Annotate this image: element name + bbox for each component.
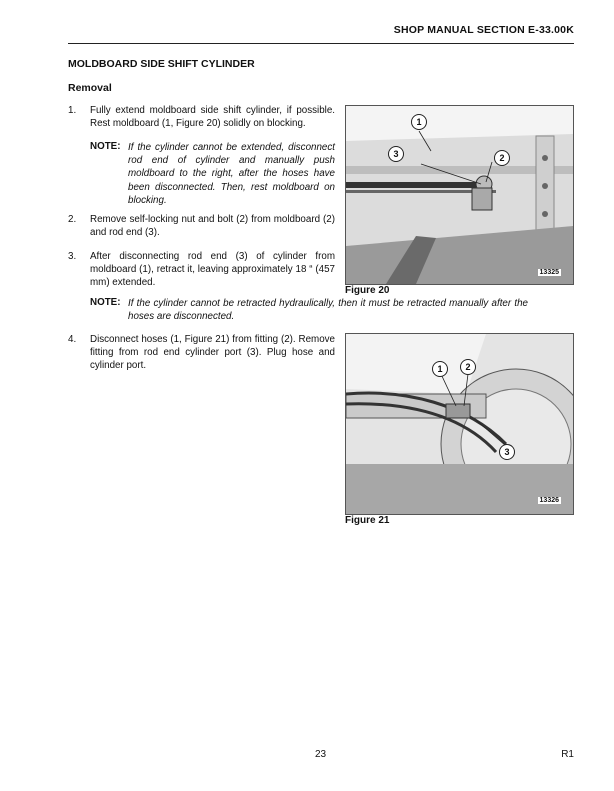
figure-21-caption: Figure 21 xyxy=(345,515,390,526)
note-1-text: If the cylinder cannot be extended, disconnect rod end of cylinder and manually push moldboard to the right, after the hoses have been disconnected. Then, rest moldboard on blocking. xyxy=(128,142,335,206)
step-4-number: 4. xyxy=(68,334,77,345)
step-3-text: After disconnecting rod end (3) of cylinder from moldboard (1), retract it, leaving approximately 18 “ (457 mm) extended. xyxy=(90,251,335,289)
note-2 xyxy=(90,297,570,325)
figure-21-callout-2: 2 xyxy=(460,359,476,375)
figure-20-callout-3: 3 xyxy=(388,146,404,162)
page-header-title: SHOP MANUAL SECTION E-33.00K xyxy=(393,24,574,36)
page-number: 23 xyxy=(315,749,327,760)
figure-20-caption: Figure 20 xyxy=(345,285,390,296)
figure-20-photo xyxy=(346,106,573,284)
figure-20-number: 13325 xyxy=(539,269,559,276)
step-2-text: Remove self-locking nut and bolt (2) from moldboard (2) and rod end (3). xyxy=(90,214,335,239)
figure-21-callout-1: 1 xyxy=(432,361,448,377)
figure-20-callout-1: 1 xyxy=(411,114,427,130)
figure-20-callout-2: 2 xyxy=(494,150,510,166)
header-rule xyxy=(68,43,574,44)
step-3-number: 3. xyxy=(68,251,77,262)
revision-label: R1 xyxy=(561,749,574,760)
step-4-text: Disconnect hoses (1, Figure 21) from fitting (2). Remove fitting from rod end cylinder port (3). Plug hose and cylinder port. xyxy=(90,334,335,372)
figure-21-number: 13326 xyxy=(539,497,559,504)
note-2-label: NOTE: xyxy=(90,297,121,308)
section-title: MOLDBOARD SIDE SHIFT CYLINDER xyxy=(68,58,255,70)
step-2-number: 2. xyxy=(68,214,77,225)
note-1 xyxy=(90,141,335,207)
step-1-text: Fully extend moldboard side shift cylinder, if possible. Rest moldboard (1, Figure 20) solidly on blocking. xyxy=(90,105,335,130)
figure-20-image xyxy=(345,105,574,285)
note-2-text: If the cylinder cannot be retracted hydraulically, then it must be retracted manually after the hoses are disconnected. xyxy=(128,298,528,323)
subheading: Removal xyxy=(68,82,112,94)
note-1-label: NOTE: xyxy=(90,141,121,152)
step-1-number: 1. xyxy=(68,105,77,116)
figure-21-photo xyxy=(346,334,573,514)
figure-21-image xyxy=(345,333,574,515)
figure-21-callout-3: 3 xyxy=(499,444,515,460)
